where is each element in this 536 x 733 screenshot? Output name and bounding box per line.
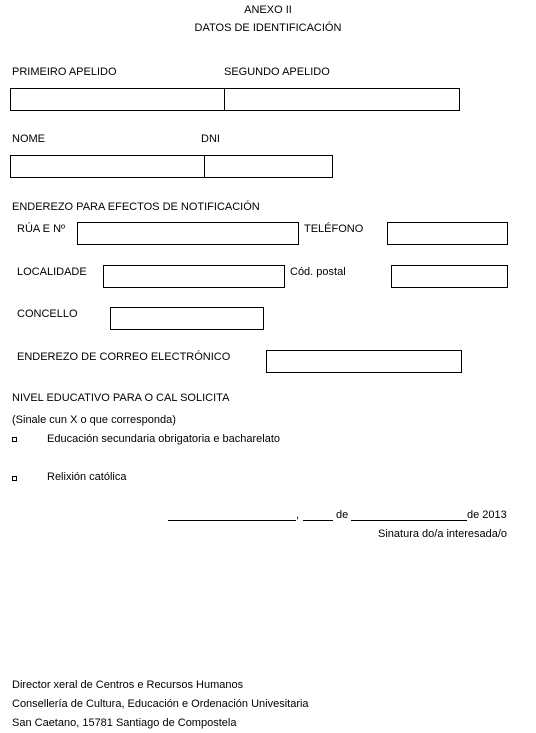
locality-label: LOCALIDADE — [17, 266, 87, 278]
dni-field[interactable] — [204, 155, 333, 178]
name-label: NOME — [12, 133, 45, 145]
postal-code-field[interactable] — [391, 265, 508, 288]
council-label: CONCELLO — [17, 308, 78, 320]
date-comma: , — [296, 509, 300, 521]
education-section-label: NIVEL EDUCATIVO PARA O CAL SOLICITA — [12, 392, 230, 404]
month-line[interactable] — [351, 520, 467, 521]
footer-line-2: Consellería de Cultura, Educación e Ordenación Univesitaria — [12, 698, 309, 710]
footer-line-1: Director xeral de Centros e Recursos Humanos — [12, 679, 244, 691]
option-secondary-education: Educación secundaria obrigatoria e bacharelato — [47, 433, 280, 445]
phone-label: TELÉFONO — [304, 223, 364, 235]
place-line[interactable] — [168, 520, 296, 521]
option-catholic-religion: Relixión católica — [47, 471, 127, 483]
dni-label: DNI — [201, 133, 220, 145]
day-line[interactable] — [303, 520, 333, 521]
second-surname-field[interactable] — [224, 88, 460, 111]
first-surname-label: PRIMEIRO APELIDO — [12, 66, 117, 78]
name-field[interactable] — [10, 155, 205, 178]
checkbox-catholic-religion[interactable] — [12, 476, 17, 481]
education-instruction: (Sinale cun X o que corresponda) — [12, 414, 176, 426]
address-section-label: ENDEREZO PARA EFECTOS DE NOTIFICACIÓN — [12, 201, 260, 213]
signature-caption: Sinatura do/a interesada/o — [378, 528, 508, 540]
email-label: ENDEREZO DE CORREO ELECTRÓNICO — [17, 351, 231, 363]
second-surname-label: SEGUNDO APELIDO — [224, 66, 330, 78]
annex-label: ANEXO II — [244, 4, 292, 16]
footer-line-3: San Caetano, 15781 Santiago de Compostela — [12, 717, 237, 729]
date-year: de 2013 — [467, 509, 507, 521]
checkbox-secondary-education[interactable] — [12, 437, 17, 442]
phone-field[interactable] — [387, 222, 508, 245]
street-field[interactable] — [77, 222, 299, 245]
locality-field[interactable] — [103, 265, 285, 288]
council-field[interactable] — [110, 307, 264, 330]
street-label: RÚA E Nº — [17, 223, 66, 235]
postal-code-label: Cód. postal — [290, 266, 346, 278]
page-title: DATOS DE IDENTIFICACIÓN — [194, 22, 342, 34]
date-de-1: de — [336, 509, 349, 521]
first-surname-field[interactable] — [10, 88, 225, 111]
email-field[interactable] — [266, 350, 462, 373]
